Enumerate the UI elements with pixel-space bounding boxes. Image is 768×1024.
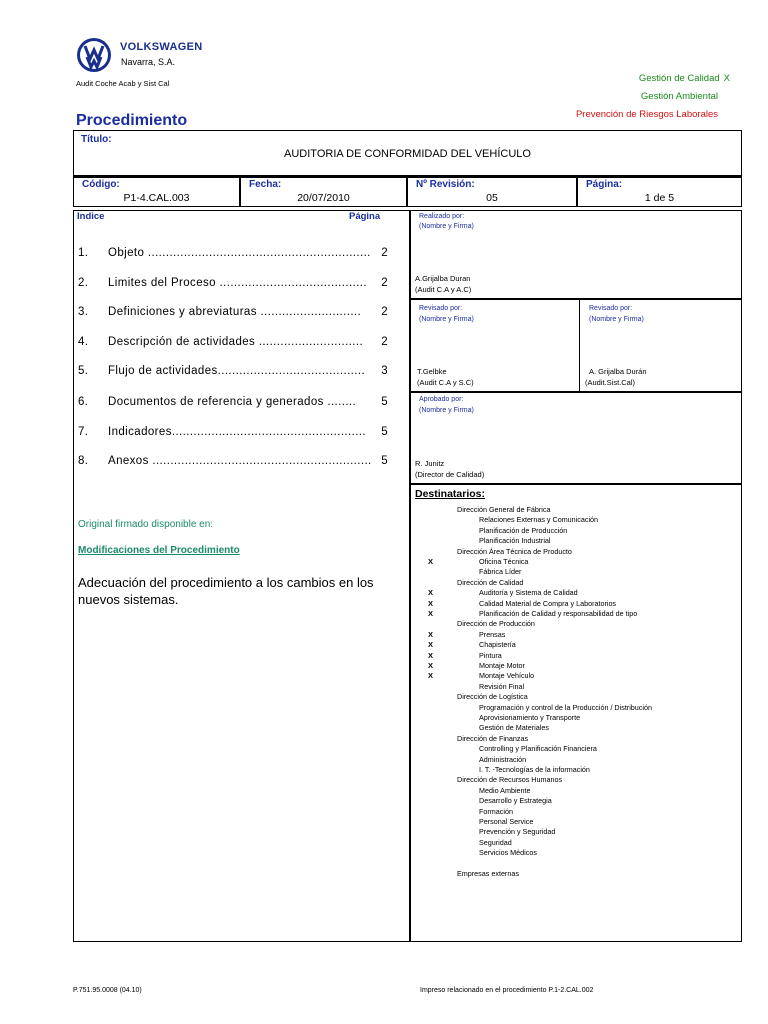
recipient-item: Pintura <box>479 650 502 660</box>
reviewed-2-name: A. Grijalba Durán <box>589 367 647 376</box>
recipient-item: Dirección de Producción <box>457 619 535 629</box>
recipient-item: Auditoría y Sistema de Calidad <box>479 588 578 598</box>
index-item-number: 4. <box>78 336 89 348</box>
recipient-mark: X <box>428 661 434 670</box>
made-by-sub: (Nombre y Firma) <box>419 223 474 230</box>
index-item-text: Documentos de referencia y generados ........ <box>108 396 357 408</box>
revision-value: 05 <box>486 192 498 204</box>
index-item-number: 6. <box>78 396 89 408</box>
index-item-text: Descripción de actividades ............................. <box>108 336 364 348</box>
brand-subtitle: Navarra, S.A. <box>121 57 176 67</box>
index-heading: Indice <box>77 211 105 222</box>
index-item-page: 2 <box>381 277 388 289</box>
index-item <box>78 247 388 259</box>
recipient-item: Revisión Final <box>479 681 525 691</box>
approved-role: (Director de Calidad) <box>415 470 485 479</box>
reviewed-1-name: T.Gelbke <box>417 367 447 376</box>
recipients-external: Empresas externas <box>457 869 519 878</box>
index-item-page: 2 <box>381 336 388 348</box>
system-quality <box>639 73 730 84</box>
recipient-item: Prevención y Seguridad <box>479 827 556 837</box>
recipient-mark: X <box>428 629 434 639</box>
brand-name: VOLKSWAGEN <box>120 41 203 53</box>
index-item-page: 2 <box>381 247 388 259</box>
recipient-item: Seguridad <box>479 837 512 847</box>
recipient-item: I. T. -Tecnologías de la información <box>479 765 590 774</box>
index-item <box>78 365 388 377</box>
modification-text: Adecuación del procedimiento a los cambios en los nuevos sistemas. <box>78 575 374 607</box>
reviewed-1-label: Revisado por: <box>419 305 463 312</box>
index-item-number: 7. <box>78 426 89 438</box>
recipient-item: Planificación de Calidad y responsabilidad de tipo <box>479 609 638 618</box>
system-environmental: Gestión Ambiental <box>640 91 718 102</box>
page-cell <box>577 176 742 207</box>
index-item <box>78 426 388 438</box>
made-by-label: Realizado por: <box>419 213 465 220</box>
meta-row <box>73 176 742 207</box>
recipient-item: Medio Ambiente <box>479 785 531 795</box>
recipient-item: Calidad Material de Compra y Laboratorios <box>479 598 617 608</box>
index-item-page: 5 <box>381 426 388 438</box>
reviewed-1-sub: (Nombre y Firma) <box>419 316 474 323</box>
code-cell <box>73 176 240 207</box>
index-item-number: 8. <box>78 455 89 467</box>
index-item-number: 1. <box>78 247 89 259</box>
recipient-item: Dirección General de Fábrica <box>457 505 551 514</box>
date-label: Fecha: <box>249 179 282 190</box>
recipient-item: Fábrica Líder <box>479 567 522 577</box>
recipient-item: Montaje Vehículo <box>479 671 535 681</box>
index-item-text: Indicadores...................................................... <box>108 426 366 438</box>
system-risk: Prevención de Riesgos Laborales <box>575 109 718 120</box>
recipient-item: Relaciones Externas y Comunicación <box>479 515 599 525</box>
recipient-item: Dirección Área Técnica de Producto <box>457 546 572 556</box>
index-item-text: Objeto .............................................................. <box>108 247 371 259</box>
index-item <box>78 306 388 318</box>
recipient-mark: X <box>428 650 434 660</box>
recipient-item: Dirección de Recursos Humanos <box>457 775 563 785</box>
recipient-mark: X <box>428 598 434 608</box>
footer-form-code: P.751.95.0008 (04.10) <box>73 987 142 994</box>
modifications-heading: Modificaciones del Procedimiento <box>78 545 240 556</box>
page-value: 1 de 5 <box>644 192 675 204</box>
recipient-item: Administración <box>479 754 527 764</box>
document-type: Procedimiento <box>76 112 188 129</box>
recipient-item: Montaje Motor <box>479 661 525 670</box>
revision-label: Nº Revisión: <box>416 179 475 190</box>
approved-name: R. Junitz <box>415 459 445 468</box>
index-item-number: 3. <box>78 306 89 318</box>
page-label: Página: <box>586 179 623 190</box>
recipient-item: Aprovisionamiento y Transporte <box>479 713 581 722</box>
recipient-item: Prensas <box>479 629 506 639</box>
index-item-text: Anexos ............................................................. <box>108 455 372 467</box>
approved-label: Aprobado por: <box>419 396 464 403</box>
revision-cell <box>407 176 577 207</box>
index-item-number: 5. <box>78 365 89 377</box>
recipient-mark: X <box>428 557 434 566</box>
reviewed-2-role: (Audit.Sist.Cal) <box>585 378 636 387</box>
code-value: P1-4.CAL.003 <box>123 192 190 204</box>
recipient-item: Planificación Industrial <box>479 536 551 546</box>
index-page-heading: Página <box>349 211 381 222</box>
original-location: Original firmado disponible en: <box>78 519 214 530</box>
recipient-item: Dirección de Finanzas <box>457 733 529 743</box>
document-title: AUDITORIA DE CONFORMIDAD DEL VEHÍCULO <box>284 148 531 160</box>
recipient-item: Chapistería <box>479 640 516 650</box>
made-by-name: A.Grijalba Duran <box>415 274 471 283</box>
title-label: Título: <box>81 134 112 145</box>
recipient-mark: X <box>428 640 434 650</box>
recipient-item: Dirección de Calidad <box>457 577 524 587</box>
index-item-text: Definiciones y abreviaturas ............................ <box>108 306 362 318</box>
index-item-text: Flujo de actividades......................................... <box>108 365 366 377</box>
system-quality-mark: X <box>723 73 730 84</box>
recipient-item: Planificación de Producción <box>479 525 568 535</box>
approved-sub: (Nombre y Firma) <box>419 407 474 414</box>
recipient-item: Gestión de Materiales <box>479 723 549 733</box>
reviewed-2-sub: (Nombre y Firma) <box>589 316 644 323</box>
index-item-page: 5 <box>381 396 388 408</box>
recipients-title: Destinatarios: <box>415 488 486 500</box>
index-item <box>78 277 388 289</box>
date-value: 20/07/2010 <box>297 192 350 204</box>
recipient-item: Dirección de Logística <box>457 692 528 702</box>
index-item <box>78 396 388 408</box>
volkswagen-logo-icon <box>76 37 112 73</box>
recipient-mark: X <box>428 609 434 618</box>
reviewed-1-role: (Audit C.A y S.C) <box>417 378 474 387</box>
made-by-role: (Audit C.A y A.C) <box>415 285 472 294</box>
index-item-page: 5 <box>381 455 388 467</box>
index-item-number: 2. <box>78 277 89 289</box>
department: Audit Coche Acab y Sist Cal <box>76 79 170 88</box>
index-item-page: 2 <box>381 306 388 318</box>
index-item <box>78 336 388 348</box>
system-quality-label: Gestión de Calidad <box>638 73 720 84</box>
recipient-item: Oficina Técnica <box>479 557 529 566</box>
recipient-item: Formación <box>479 806 513 816</box>
footer-reference: Impreso relacionado en el procedimiento P.1-2.CAL.002 <box>420 987 594 994</box>
index-item-text: Limites del Proceso ......................................... <box>108 277 367 289</box>
date-cell <box>240 176 407 207</box>
recipient-item: Servicios Médicos <box>479 848 537 858</box>
recipient-mark: X <box>428 588 434 598</box>
index-item <box>78 455 388 467</box>
code-label: Código: <box>82 179 120 190</box>
recipient-item: Programación y control de la Producción / Distribución <box>479 702 652 712</box>
recipient-mark: X <box>428 671 434 681</box>
recipient-item: Controlling y Planificación Financiera <box>479 744 597 754</box>
reviewed-2-label: Revisado por: <box>589 305 633 312</box>
index-item-page: 3 <box>381 365 388 377</box>
recipient-item: Personal Service <box>479 817 534 826</box>
recipient-item: Desarrollo y Estrategia <box>479 796 552 806</box>
